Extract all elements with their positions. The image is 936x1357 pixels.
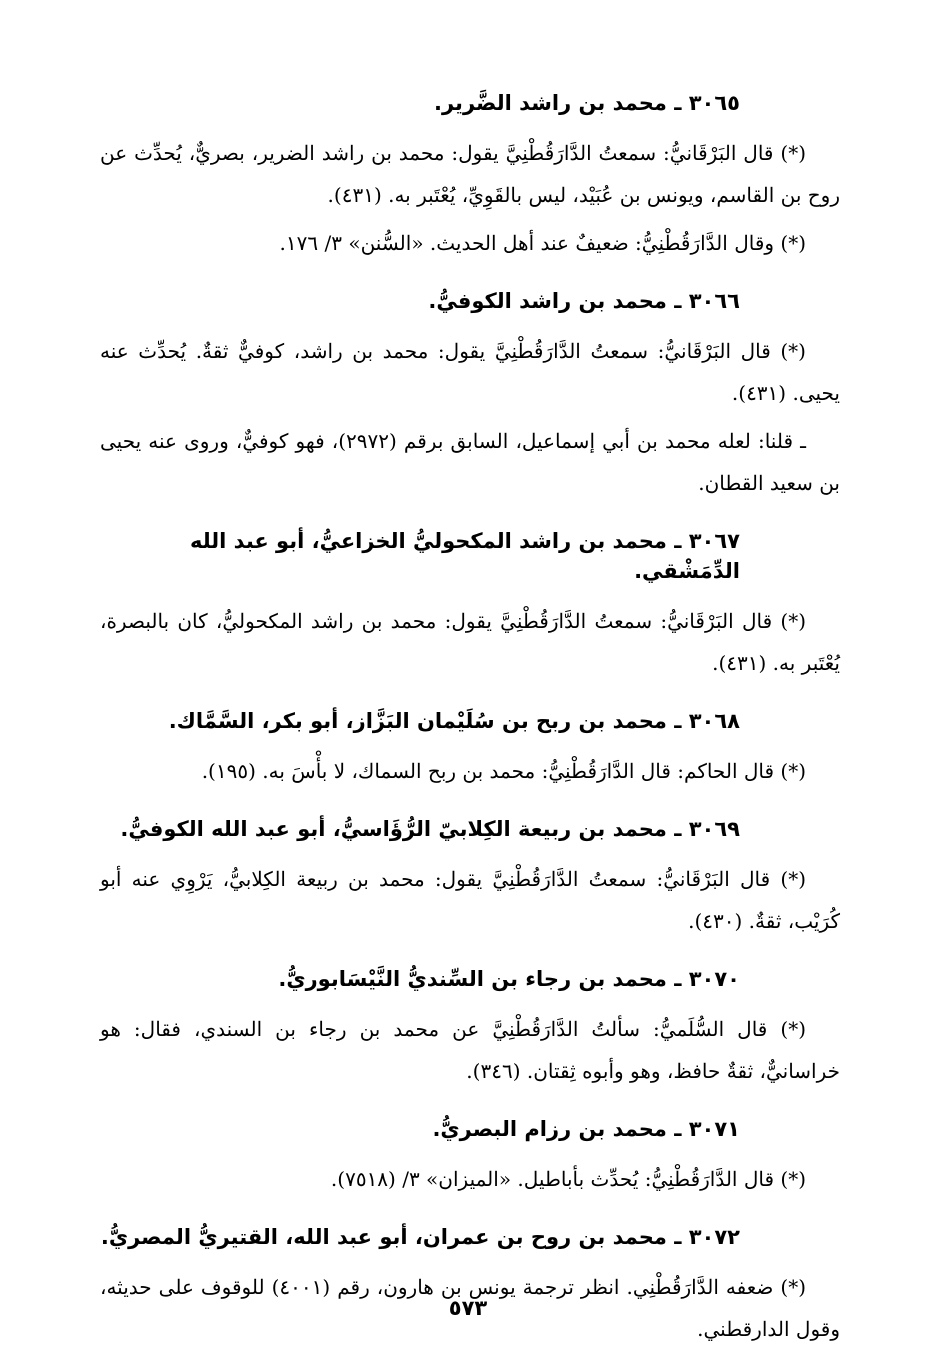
entry-paragraph: (*) قال البَرْقَانيُّ: سمعتُ الدَّارَقُطْنِيَّ يقول: محمد بن راشد، كوفيٌّ ثقةٌ. يُحدِّث عنه يحيى. (٤٣١). (100, 339, 840, 405)
entry-paragraph: (*) ضعفه الدَّارَقُطْنِي. انظر ترجمة يونس بن هارون، رقم (٤٠٠١) للوقوف على حديثه، وقول الدارقطني. (100, 1275, 840, 1341)
entry-heading: ٣٠٦٩ ـ محمد بن ربيعة الكِلابيّ الرُّؤَاسيُّ، أبو عبد الله الكوفيُّ. (120, 817, 740, 841)
entry-gap (100, 942, 840, 964)
page-number: ٥٧٣ (448, 1296, 488, 1320)
entry-paragraph: (*) قال الحاكم: قال الدَّارَقُطْنِيُّ: محمد بن ربح السماك، لا بأْسَ به. (١٩٥). (201, 759, 806, 783)
entry-gap (100, 684, 840, 706)
entry-3066 (100, 286, 840, 504)
entry-heading: ٣٠٦٦ ـ محمد بن راشد الكوفيُّ. (428, 289, 740, 313)
entry-paragraph: (*) قال السُّلَميُّ: سألتُ الدَّارَقُطْنِيَّ عن محمد بن رجاء بن السندي، فقال: هو خراسانيٌّ، ثقةٌ حافظ، وهو وأبوه ثِقتان. (٣٤٦). (100, 1017, 840, 1083)
entry-3070 (100, 964, 840, 1092)
entry-heading: ٣٠٧١ ـ محمد بن رزام البصريُّ. (432, 1117, 740, 1141)
entry-3072 (100, 1222, 840, 1350)
entry-heading: ٣٠٧٢ ـ محمد بن روح بن عمران، أبو عبد الله، القتيريُّ المصريُّ. (100, 1225, 740, 1249)
entry-note: ـ قلنا: لعله محمد بن أبي إسماعيل، السابق برقم (٢٩٧٢)، فهو كوفيٌّ، وروى عنه يحيى بن سعيد القطان. (100, 429, 840, 495)
entry-paragraph: (*) قال البَرْقَانيُّ: سمعتُ الدَّارَقُطْنِيَّ يقول: محمد بن راشد المكحوليُّ، كان بالبصرة، يُعْتَبر به. (٤٣١). (100, 609, 840, 675)
entry-3069 (100, 814, 840, 942)
entry-heading: ٣٠٦٧ ـ محمد بن راشد المكحوليُّ الخزاعيُّ، أبو عبد الله الدِّمَشْقي. (189, 529, 740, 583)
entry-3067 (100, 526, 840, 684)
entry-gap (100, 504, 840, 526)
entry-paragraph: (*) قال البَرْقَانيُّ: سمعتُ الدَّارَقُطْنِيَّ يقول: محمد بن راشد الضرير، بصريٌّ، يُحدِّث عن روح بن القاسم، ويونس بن عُبَيْد، ليس بالقَوِيِّ، يُعْتَبر به. (٤٣١). (100, 141, 840, 207)
entry-gap (100, 1200, 840, 1222)
entry-paragraph: (*) قال البَرْقَانيُّ: سمعتُ الدَّارَقُطْنِيَّ يقول: محمد بن ربيعة الكِلابيُّ، يَرْوِي عنه أبو كُرَيْب، ثقةٌ. (٤٣٠). (100, 867, 840, 933)
entry-heading: ٣٠٦٥ ـ محمد بن راشد الضَّرير. (434, 91, 740, 115)
entry-3068 (100, 706, 840, 792)
entry-heading: ٣٠٧٠ ـ محمد بن رجاء بن السِّنديُّ النَّيْسَابوريُّ. (278, 967, 740, 991)
entry-paragraph: (*) قال الدَّارَقُطْنِيُّ: يُحدِّث بأباطيل. «الميزان» ٣/ (٧٥١٨). (330, 1167, 806, 1191)
entry-3065 (100, 88, 840, 264)
entry-paragraph: (*) وقال الدَّارَقُطْنِيُّ: ضعيفٌ عند أهل الحديث. «السُّنن» ٣/ ١٧٦. (279, 231, 806, 255)
entry-gap (100, 792, 840, 814)
entry-gap (100, 1092, 840, 1114)
entry-gap (100, 264, 840, 286)
entry-heading: ٣٠٦٨ ـ محمد بن ربح بن سُلَيْمان البَزَّاز، أبو بكر، السَّمَّاك. (168, 709, 740, 733)
entry-3071 (100, 1114, 840, 1200)
